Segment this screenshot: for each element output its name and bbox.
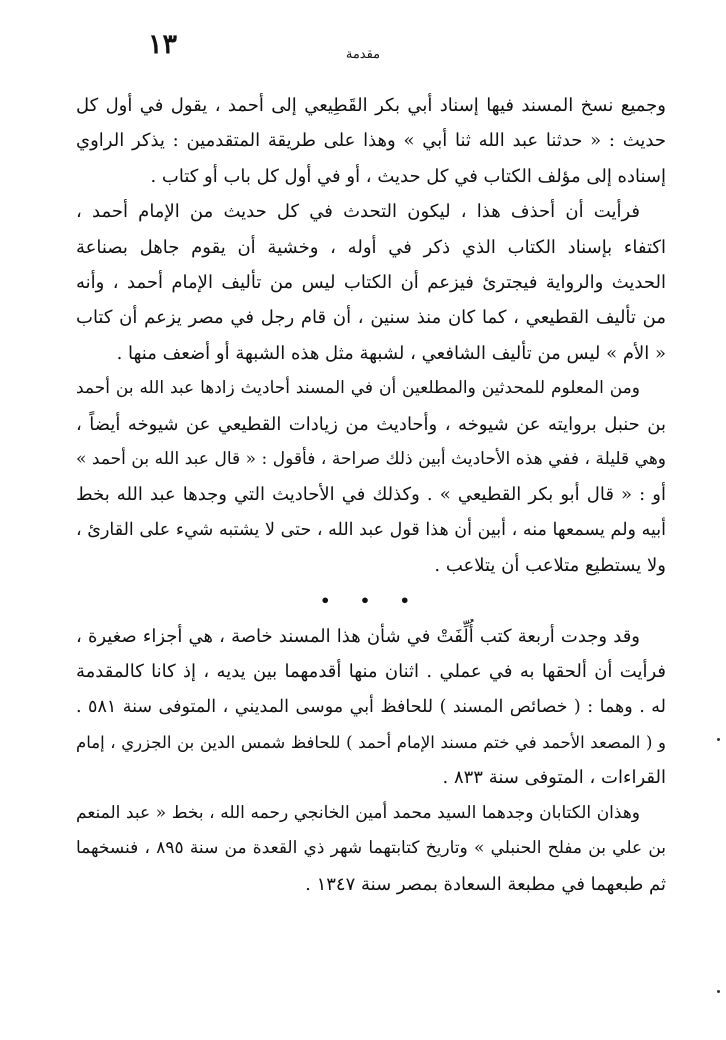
section-separator: • • • — [320, 591, 422, 611]
text-line: أو : « قال أبو بكر القطيعي » . وكذلك في الأحاديث التي وجدها عبد الله بخط — [76, 484, 666, 506]
text-line: له . وهما : ( خصائص المسند ) للحافظ أبي موسى المديني ، المتوفى سنة ٥٨١ . — [76, 696, 666, 717]
page-number: ١٣ — [148, 29, 178, 60]
scan-speck — [717, 990, 720, 993]
text-line: أبيه ولم يسمعها منه ، أبين أن هذا قول عبد الله ، حتى لا يشتبه شيء على القارئ ، — [76, 519, 666, 540]
text-line: اكتفاء بإسناد الكتاب الذي ذكر في أوله ، وخشية أن يقوم جاهل بصناعة — [76, 236, 666, 258]
text-line: وهذان الكتابان وجدهما السيد محمد أمين الخانجي رحمه الله ، بخط « عبد المنعم — [76, 802, 640, 823]
text-line: و ( المصعد الأحمد في ختم مسند الإمام أحمد ) للحافظ شمس الدين بن الجزري ، إمام — [76, 733, 666, 753]
text-line: بن حنبل بروايته عن شيوخه ، وأحاديث من زيادات القطيعي عن شيوخه أيضاً ، — [76, 413, 666, 435]
text-line: حديث : « حدثنا عبد الله ثنا أبي » وهذا على طريقة المتقدمين : يذكر الراوي — [76, 130, 666, 152]
text-line: فرأيت أن ألحقها به في عملي . اثنان منها أقدمهما بين يديه ، إذ كانا كالمقدمة — [76, 661, 666, 683]
text-line: وهي قليلة ، ففي هذه الأحاديث أبين ذلك صراحة ، فأقول : « قال عبد الله بن أحمد » — [76, 448, 666, 469]
text-line: إسناده إلى مؤلف الكتاب في كل حديث ، أو في أول كل باب أو كتاب . — [150, 165, 666, 187]
text-line: وجميع نسخ المسند فيها إسناد أبي بكر القَطِيعي إلى أحمد ، يقول في أول كل — [76, 95, 666, 116]
text-line: ولا يستطيع متلاعب أن يتلاعب . — [434, 555, 666, 577]
text-line: من تأليف القطيعي ، كما كان منذ سنين ، أن قام رجل في مصر يزعم أن كتاب — [76, 307, 666, 329]
running-header: مقدمة — [345, 47, 381, 62]
scan-speck — [717, 738, 720, 741]
text-line: ثم طبعهما في مطبعة السعادة بمصر سنة ١٣٤٧ . — [305, 873, 666, 895]
text-line: القراءات ، المتوفى سنة ٨٣٣ . — [442, 767, 666, 789]
text-line: فرأيت أن أحذف هذا ، ليكون التحدث في كل حديث من الإمام أحمد ، — [76, 201, 640, 223]
text-line: « الأم » ليس من تأليف الشافعي ، لشبهة مثل هذه الشبهة أو أضعف منها . — [116, 342, 666, 364]
text-line: الحديث والرواية فيجترئ فيزعم أن الكتاب ليس من تأليف الإمام أحمد ، وأنه — [76, 271, 666, 293]
text-line: ومن المعلوم للمحدثين والمطلعين أن في المسند أحاديث زادها عبد الله بن أحمد — [76, 378, 640, 399]
text-line: وقد وجدت أربعة كتب أُلِّفَتْ في شأن هذا المسند خاصة ، هي أجزاء صغيرة ، — [76, 625, 640, 647]
text-line: بن علي بن مفلح الحنبلي » وتاريخ كتابتهما شهر ذي القعدة من سنة ٨٩٥ ، فنسخهما — [76, 838, 666, 859]
body-text — [76, 88, 666, 902]
